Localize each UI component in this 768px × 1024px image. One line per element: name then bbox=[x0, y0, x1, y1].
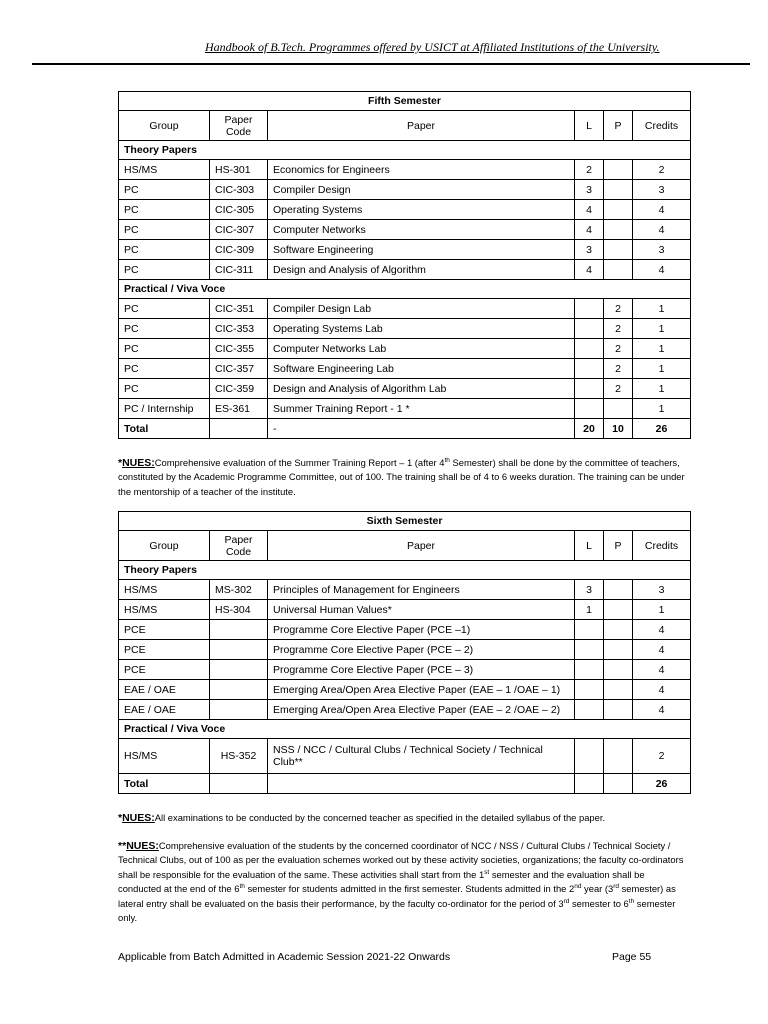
table-cell: Practical / Viva Voce bbox=[119, 720, 691, 739]
table-cell: PC bbox=[119, 339, 210, 359]
table-cell: 4 bbox=[575, 260, 604, 280]
table-cell: Compiler Design bbox=[268, 180, 575, 200]
sixth-semester-table bbox=[118, 511, 691, 794]
table-cell: CIC-307 bbox=[210, 220, 268, 240]
table-cell: 1 bbox=[633, 379, 691, 399]
note-text: year (3 bbox=[581, 883, 614, 895]
table-cell: Paper bbox=[268, 111, 575, 141]
table-row bbox=[119, 200, 691, 220]
table-cell: 2 bbox=[633, 739, 691, 774]
table-cell: HS/MS bbox=[119, 580, 210, 600]
table-cell bbox=[604, 660, 633, 680]
table-cell: L bbox=[575, 531, 604, 561]
table-cell bbox=[604, 700, 633, 720]
table-cell: 4 bbox=[633, 220, 691, 240]
table-cell: Universal Human Values* bbox=[268, 600, 575, 620]
table-cell: PCE bbox=[119, 660, 210, 680]
header-title: Handbook of B.Tech. Programmes offered by USICT at Affiliated Institutions of the University. bbox=[205, 40, 660, 54]
table-cell bbox=[604, 180, 633, 200]
table-cell: PC bbox=[119, 299, 210, 319]
table-cell: PC bbox=[119, 180, 210, 200]
table-row bbox=[119, 379, 691, 399]
table-cell bbox=[575, 319, 604, 339]
note-star: ** bbox=[118, 840, 127, 852]
table-cell: 3 bbox=[633, 240, 691, 260]
table-row bbox=[119, 600, 691, 620]
table-row bbox=[119, 660, 691, 680]
table-cell: NSS / NCC / Cultural Clubs / Technical Society / Technical Club** bbox=[268, 739, 575, 774]
table-cell: 4 bbox=[633, 700, 691, 720]
table-cell: CIC-357 bbox=[210, 359, 268, 379]
table-cell: 4 bbox=[633, 640, 691, 660]
table-cell: HS/MS bbox=[119, 739, 210, 774]
table-row bbox=[119, 299, 691, 319]
page-number: Page 55 bbox=[612, 951, 652, 963]
table-cell: 4 bbox=[575, 220, 604, 240]
table-cell: 2 bbox=[633, 160, 691, 180]
section-row bbox=[119, 561, 691, 580]
table-cell: Emerging Area/Open Area Elective Paper (EAE – 2 /OAE – 2) bbox=[268, 700, 575, 720]
table-cell: Operating Systems Lab bbox=[268, 319, 575, 339]
note-text: Comprehensive evaluation of the students by the concerned coordinator of NCC / NSS / Cultural Clubs / Technical Society / Technical Clubs, out of 100 as per the evaluation schemes worked out by these activity societies, organizations; the faculty co-ordinators shall be responsible for the evaluation of the same. These activities shall start from the 1 bbox=[118, 840, 684, 880]
table-cell: PC bbox=[119, 220, 210, 240]
note-text: semester and the evaluation shall be conducted at the end of the 6 bbox=[118, 868, 645, 895]
table-cell: PC bbox=[119, 359, 210, 379]
table-cell: 1 bbox=[633, 600, 691, 620]
table-cell: Design and Analysis of Algorithm Lab bbox=[268, 379, 575, 399]
note-examinations bbox=[118, 811, 690, 825]
table-cell bbox=[604, 640, 633, 660]
table-cell: 26 bbox=[633, 774, 691, 794]
table-cell: PC bbox=[119, 200, 210, 220]
table-cell: Principles of Management for Engineers bbox=[268, 580, 575, 600]
table-cell: 3 bbox=[575, 240, 604, 260]
table-cell bbox=[210, 660, 268, 680]
table-cell bbox=[575, 620, 604, 640]
note-text: All examinations to be conducted by the concerned teacher as specified in the detailed syllabus of the paper. bbox=[154, 812, 606, 823]
note-star: * bbox=[118, 457, 123, 469]
table-cell bbox=[575, 299, 604, 319]
table-cell bbox=[575, 339, 604, 359]
table-cell: MS-302 bbox=[210, 580, 268, 600]
note-label: NUES: bbox=[122, 457, 155, 469]
table-cell: 1 bbox=[633, 319, 691, 339]
table-cell: P bbox=[604, 111, 633, 141]
section-row bbox=[119, 280, 691, 299]
table-row bbox=[119, 680, 691, 700]
table-cell: PCE bbox=[119, 620, 210, 640]
table-cell bbox=[210, 419, 268, 439]
table-cell bbox=[210, 620, 268, 640]
table-title-row bbox=[119, 92, 691, 111]
table-cell: 2 bbox=[604, 299, 633, 319]
table-row bbox=[119, 260, 691, 280]
table-row bbox=[119, 220, 691, 240]
table-cell: 4 bbox=[633, 200, 691, 220]
table-cell: 2 bbox=[575, 160, 604, 180]
table-cell bbox=[575, 680, 604, 700]
table-cell: Paper Code bbox=[210, 111, 268, 141]
note-sup: rd bbox=[563, 897, 570, 905]
table-cell: Software Engineering Lab bbox=[268, 359, 575, 379]
table-cell bbox=[575, 399, 604, 419]
note-label: NUES: bbox=[126, 840, 159, 852]
table-cell: CIC-309 bbox=[210, 240, 268, 260]
footer-batch-note: Applicable from Batch Admitted in Academic Session 2021-22 Onwards bbox=[118, 951, 451, 963]
table-cell: 3 bbox=[575, 180, 604, 200]
note-sup: st bbox=[484, 868, 490, 876]
note-text: semester for students admitted in the first semester. Students admitted in the 2 bbox=[244, 883, 575, 895]
table-cell bbox=[604, 600, 633, 620]
note-text: semester only. bbox=[118, 897, 676, 924]
table-cell: Total bbox=[119, 419, 210, 439]
note-sup: th bbox=[239, 883, 245, 891]
table-cell: Theory Papers bbox=[119, 141, 691, 160]
table-cell: 4 bbox=[633, 260, 691, 280]
table-cell: HS-304 bbox=[210, 600, 268, 620]
table-header-row bbox=[119, 531, 691, 561]
table-row bbox=[119, 339, 691, 359]
total-row bbox=[119, 419, 691, 439]
fifth-semester-table bbox=[118, 91, 691, 439]
table-cell: Group bbox=[119, 531, 210, 561]
table-row bbox=[119, 180, 691, 200]
table-cell bbox=[210, 774, 268, 794]
table-cell: 1 bbox=[633, 399, 691, 419]
table-cell: Software Engineering bbox=[268, 240, 575, 260]
table-cell bbox=[210, 640, 268, 660]
note-summer-training bbox=[118, 456, 690, 499]
table-cell: PC bbox=[119, 240, 210, 260]
table-cell: Sixth Semester bbox=[119, 512, 691, 531]
section-row bbox=[119, 720, 691, 739]
table-cell: Operating Systems bbox=[268, 200, 575, 220]
table-cell bbox=[210, 680, 268, 700]
header-rule bbox=[32, 63, 750, 65]
table-cell bbox=[604, 220, 633, 240]
table-cell: Fifth Semester bbox=[119, 92, 691, 111]
table-row bbox=[119, 700, 691, 720]
note-sup: th bbox=[444, 456, 450, 464]
table-cell: 4 bbox=[633, 680, 691, 700]
table-cell: 3 bbox=[633, 580, 691, 600]
note-sup: nd bbox=[574, 883, 582, 891]
table-cell bbox=[604, 774, 633, 794]
table-cell: Summer Training Report - 1 * bbox=[268, 399, 575, 419]
table-cell: PC / Internship bbox=[119, 399, 210, 419]
table-row bbox=[119, 359, 691, 379]
table-cell: Credits bbox=[633, 111, 691, 141]
table-cell: 4 bbox=[633, 620, 691, 640]
table-cell: 2 bbox=[604, 359, 633, 379]
table-cell: Theory Papers bbox=[119, 561, 691, 580]
table-cell bbox=[604, 240, 633, 260]
table-header-row bbox=[119, 111, 691, 141]
table-cell: 10 bbox=[604, 419, 633, 439]
table-cell: PC bbox=[119, 319, 210, 339]
table-cell: Programme Core Elective Paper (PCE –1) bbox=[268, 620, 575, 640]
table-row bbox=[119, 739, 691, 774]
table-cell: PC bbox=[119, 379, 210, 399]
table-cell: 1 bbox=[575, 600, 604, 620]
table-cell: Programme Core Elective Paper (PCE – 2) bbox=[268, 640, 575, 660]
table-cell: Design and Analysis of Algorithm bbox=[268, 260, 575, 280]
table-row bbox=[119, 640, 691, 660]
table-cell: PC bbox=[119, 260, 210, 280]
table-cell: - bbox=[268, 419, 575, 439]
table-cell: 3 bbox=[633, 180, 691, 200]
table-cell: HS-352 bbox=[210, 739, 268, 774]
table-cell: Practical / Viva Voce bbox=[119, 280, 691, 299]
note-label: NUES: bbox=[122, 812, 155, 824]
table-cell: 4 bbox=[633, 660, 691, 680]
table-cell: 2 bbox=[604, 379, 633, 399]
table-cell: Compiler Design Lab bbox=[268, 299, 575, 319]
table-cell: Computer Networks Lab bbox=[268, 339, 575, 359]
table-cell: 2 bbox=[604, 339, 633, 359]
table-cell bbox=[604, 620, 633, 640]
table-cell: P bbox=[604, 531, 633, 561]
table-cell: Paper Code bbox=[210, 531, 268, 561]
table-cell: CIC-303 bbox=[210, 180, 268, 200]
table-cell: 4 bbox=[575, 200, 604, 220]
table-cell: CIC-305 bbox=[210, 200, 268, 220]
section-row bbox=[119, 141, 691, 160]
table-cell: Paper bbox=[268, 531, 575, 561]
table-cell bbox=[604, 399, 633, 419]
note-text: Semester) shall be done by the committee of teachers, constituted by the Academic Programme Committee, out of 100. The training shall be of 4 to 6 weeks duration. The training can be under the mentorship of a teacher of the institute. bbox=[118, 457, 685, 497]
table-cell: Credits bbox=[633, 531, 691, 561]
table-cell: 1 bbox=[633, 299, 691, 319]
table-row bbox=[119, 399, 691, 419]
total-row bbox=[119, 774, 691, 794]
table-title-row bbox=[119, 512, 691, 531]
table-cell: Emerging Area/Open Area Elective Paper (EAE – 1 /OAE – 1) bbox=[268, 680, 575, 700]
table-cell: EAE / OAE bbox=[119, 700, 210, 720]
table-cell: Group bbox=[119, 111, 210, 141]
table-row bbox=[119, 319, 691, 339]
table-cell: HS/MS bbox=[119, 160, 210, 180]
table-cell: Total bbox=[119, 774, 210, 794]
table-cell: 2 bbox=[604, 319, 633, 339]
table-cell bbox=[604, 200, 633, 220]
table-cell bbox=[575, 640, 604, 660]
note-sup: rd bbox=[613, 883, 620, 891]
table-cell: 20 bbox=[575, 419, 604, 439]
table-cell bbox=[268, 774, 575, 794]
table-cell: Economics for Engineers bbox=[268, 160, 575, 180]
table-row bbox=[119, 620, 691, 640]
table-row bbox=[119, 580, 691, 600]
table-cell: Computer Networks bbox=[268, 220, 575, 240]
table-cell: 1 bbox=[633, 339, 691, 359]
table-cell bbox=[575, 379, 604, 399]
table-cell bbox=[210, 700, 268, 720]
table-cell: CIC-311 bbox=[210, 260, 268, 280]
table-cell bbox=[604, 739, 633, 774]
table-cell bbox=[575, 660, 604, 680]
table-cell: CIC-351 bbox=[210, 299, 268, 319]
table-cell: 3 bbox=[575, 580, 604, 600]
table-cell bbox=[604, 680, 633, 700]
table-cell bbox=[604, 580, 633, 600]
table-cell: CIC-355 bbox=[210, 339, 268, 359]
note-sup: th bbox=[628, 897, 635, 905]
note-text: semester) as lateral entry shall be evaluated on the basis their performance, by the faculty co-ordinator for the period of 3 bbox=[118, 883, 676, 909]
table-row bbox=[119, 160, 691, 180]
table-cell bbox=[604, 160, 633, 180]
table-cell bbox=[575, 739, 604, 774]
table-cell: L bbox=[575, 111, 604, 141]
table-cell: 26 bbox=[633, 419, 691, 439]
table-cell bbox=[575, 774, 604, 794]
table-cell: EAE / OAE bbox=[119, 680, 210, 700]
table-row bbox=[119, 240, 691, 260]
table-cell: 1 bbox=[633, 359, 691, 379]
table-cell: ES-361 bbox=[210, 399, 268, 419]
table-cell bbox=[575, 700, 604, 720]
note-activities bbox=[118, 839, 690, 925]
table-cell: PCE bbox=[119, 640, 210, 660]
table-cell: HS/MS bbox=[119, 600, 210, 620]
table-cell bbox=[575, 359, 604, 379]
table-cell: HS-301 bbox=[210, 160, 268, 180]
table-cell: CIC-353 bbox=[210, 319, 268, 339]
table-cell: Programme Core Elective Paper (PCE – 3) bbox=[268, 660, 575, 680]
note-star: * bbox=[118, 812, 123, 824]
table-cell bbox=[604, 260, 633, 280]
note-text: semester to 6 bbox=[569, 897, 629, 909]
table-cell: CIC-359 bbox=[210, 379, 268, 399]
note-text: Comprehensive evaluation of the Summer Training Report – 1 (after 4 bbox=[154, 457, 445, 468]
